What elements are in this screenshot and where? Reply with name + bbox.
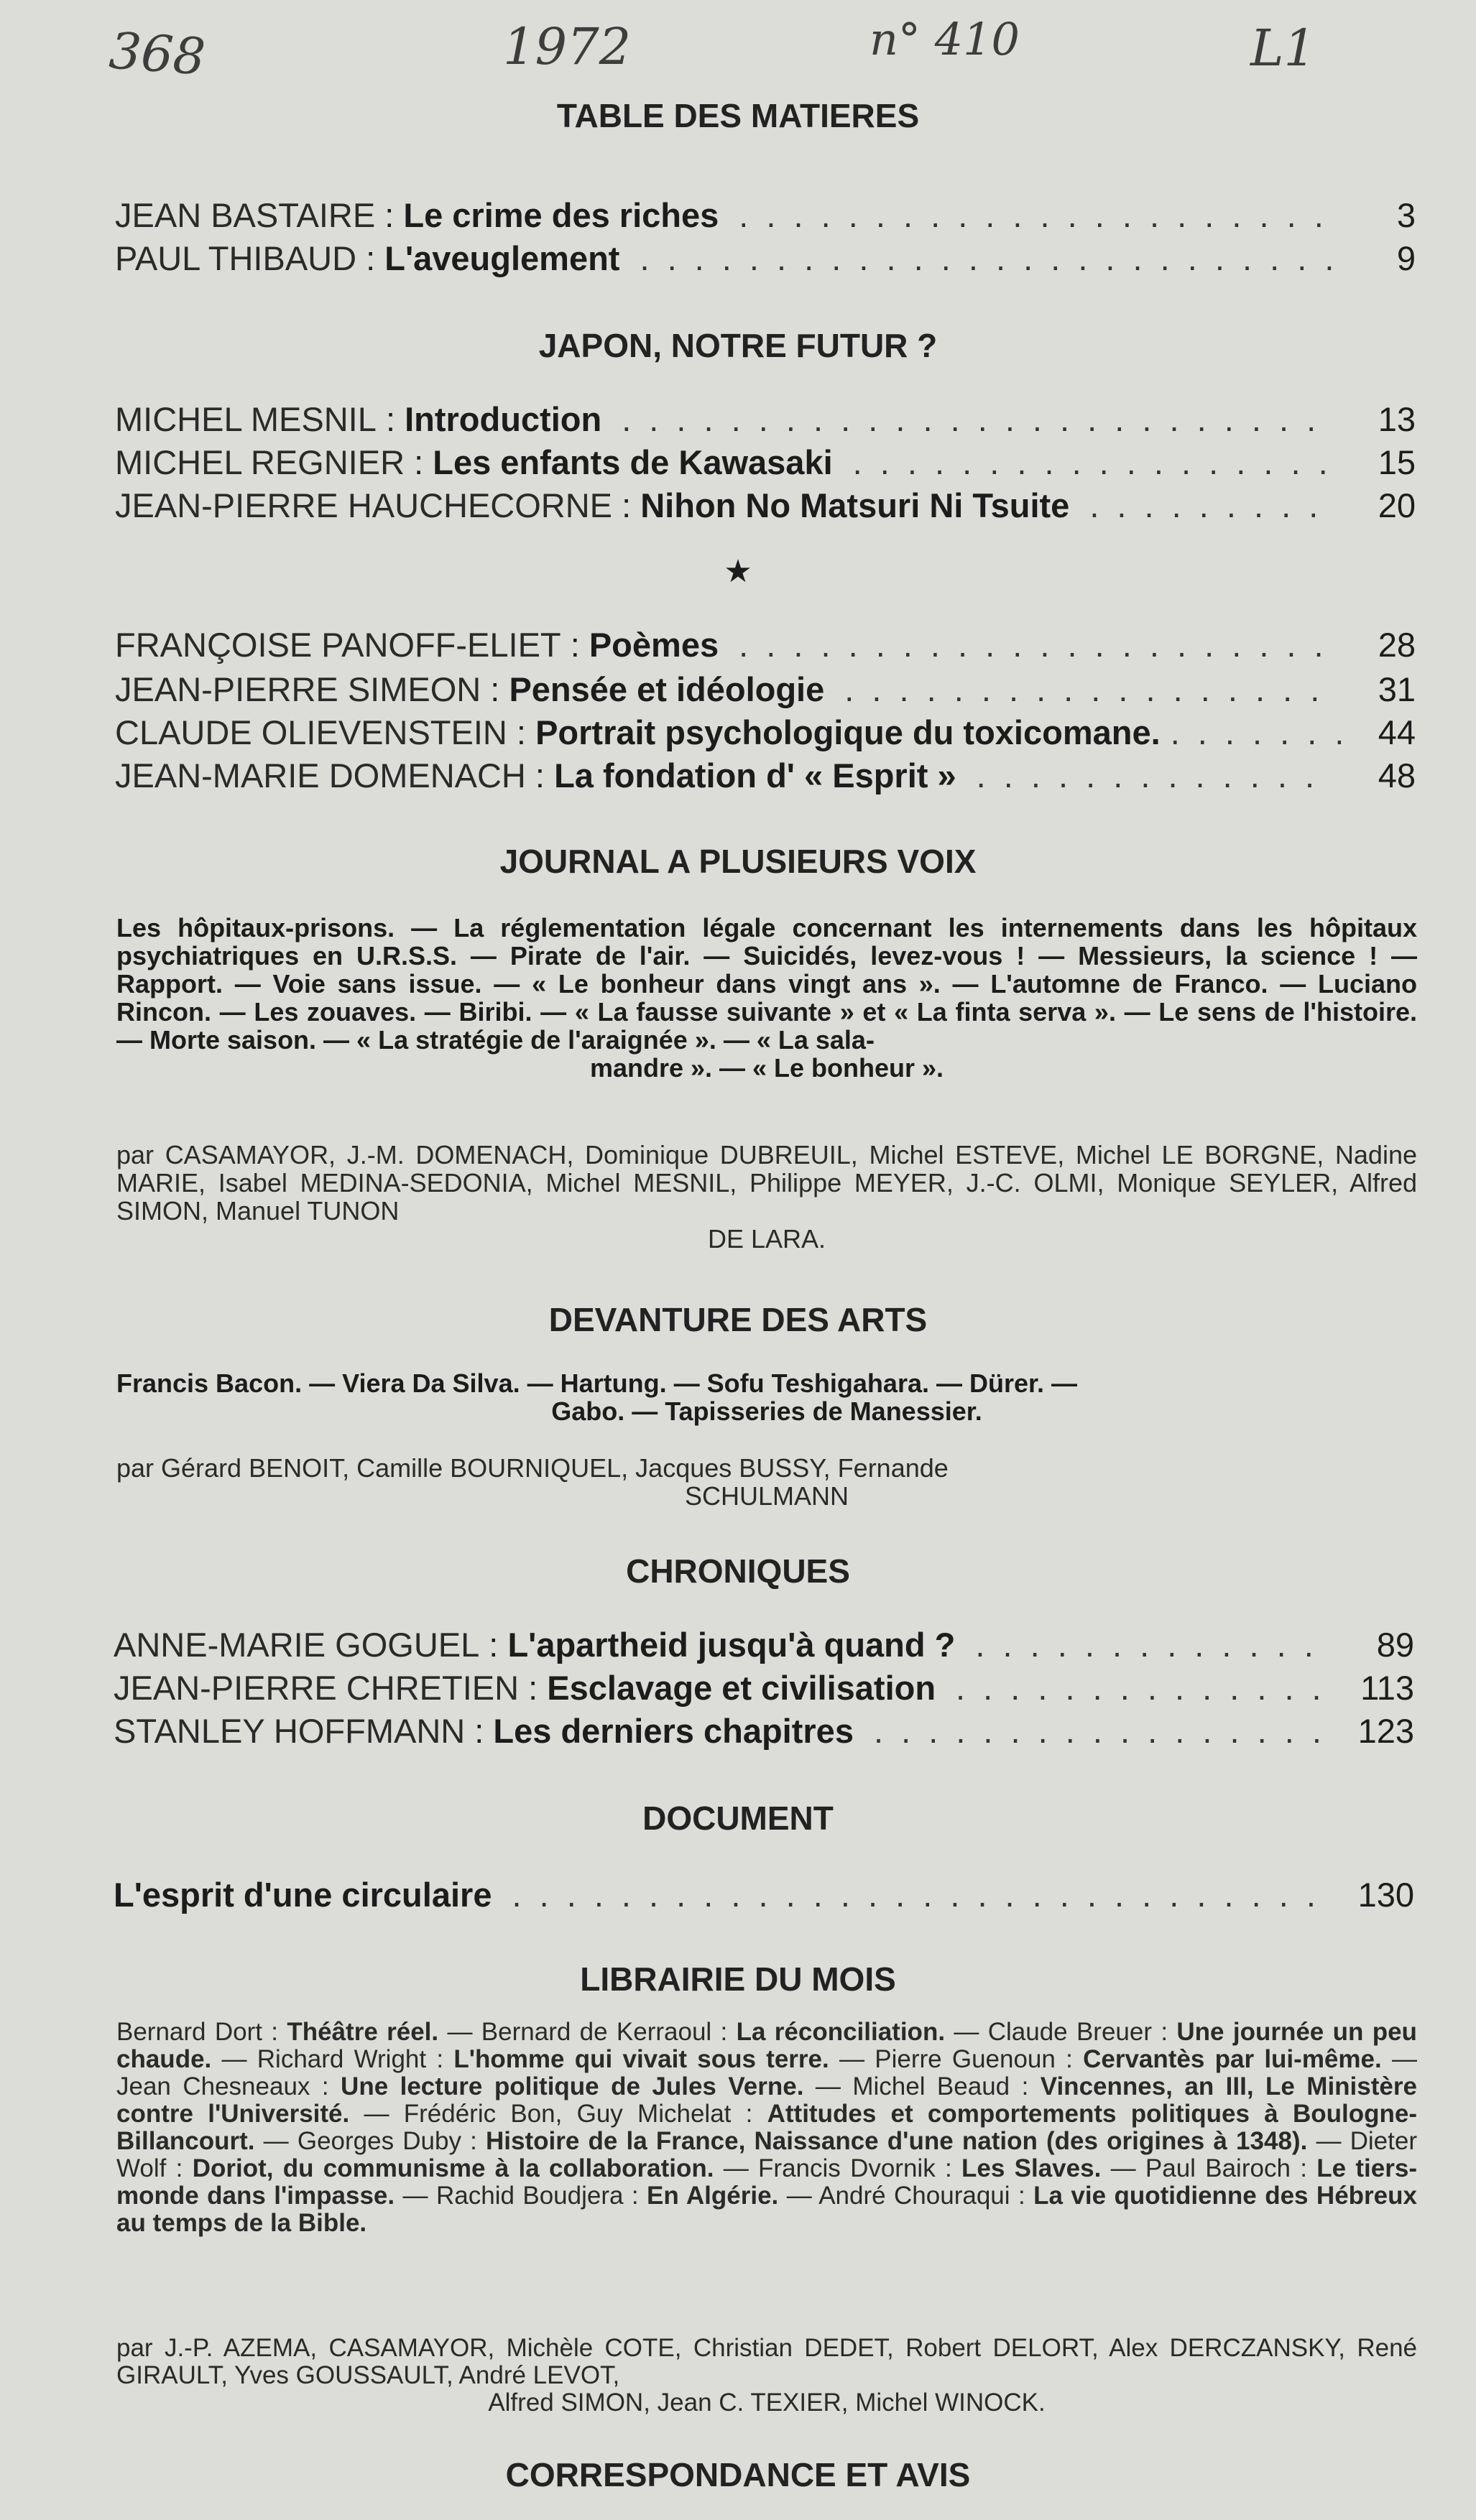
review-work: Une lecture politique de Jules Verne. <box>341 2072 804 2100</box>
toc-title: L'aveuglement <box>384 239 620 277</box>
review-item: Rachid Boudjera : En Algérie. <box>435 2182 779 2210</box>
toc-leader <box>1171 713 1341 752</box>
review-work: En Algérie. <box>647 2182 779 2210</box>
review-author: Claude Breuer <box>987 2018 1153 2046</box>
review-work: La vie quotidienne des Hébreux au temps de la Bible. <box>116 2182 1417 2237</box>
toc-entry: STANLEY HOFFMANN : Les derniers chapitres . . . 123 <box>114 1711 1414 1751</box>
journal-topics <box>116 914 1417 1082</box>
toc-page-number: 3 <box>1396 196 1416 234</box>
review-item: Claude Breuer : Une journée un peu chaude. <box>116 2018 1417 2073</box>
page-title: TABLE DES MATIERES <box>556 97 920 134</box>
toc-leader <box>512 1875 1334 1914</box>
toc-entry: JEAN-MARIE DOMENACH : La fondation d' « Esprit » . . . 48 <box>115 756 1416 795</box>
section-heading-librairie: LIBRAIRIE DU MOIS <box>580 1960 896 1998</box>
section-heading-chroniques: CHRONIQUES <box>626 1552 850 1590</box>
toc-title: Les derniers chapitres <box>493 1712 854 1750</box>
librairie-reviews: Bernard Dort : Théâtre réel. — Bernard de Kerraoul : La réconciliation. — Claude Breuer : Une journée un peu chaude. — Richard Wright : L'homme qui vivait sous terre. — Pierre Guenoun : Cervantès par lui-même. — Jean Chesneaux : Une lecture politique de Jules Verne. — Michel Beaud : Vincennes, an III, Le Ministère contre l'Université. — Frédéric Bon, Guy Michelat : Attitudes et comportements politiques à Boulogne-Billancourt. — Georges Duby : Histoire de la France, Naissance d'une nation (des origines à 1348). — Dieter Wolf : Doriot, du communisme à la collaboration. — Francis Dvornik : Les Slaves. — Paul Bairoch : Le tiers-monde dans l'impasse. — Rachid Boudjera : En Algérie. — André Chouraqui : La vie quotidienne des Hébreux au temps de la Bible. <box>116 2018 1417 2237</box>
review-item: Richard Wright : L'homme qui vivait sous terre. <box>257 2045 829 2073</box>
section-heading-arts: DEVANTURE DES ARTS <box>548 1301 928 1338</box>
librairie-contributors <box>116 2335 1417 2417</box>
toc-page-number: 44 <box>1378 713 1416 751</box>
toc-title: Les enfants de Kawasaki <box>433 443 833 481</box>
toc-author: PAUL THIBAUD <box>115 239 357 277</box>
toc-title: Esclavage et civilisation <box>547 1669 936 1707</box>
toc-title: La fondation d' « Esprit » <box>554 756 956 795</box>
toc-entry: PAUL THIBAUD : L'aveuglement . . . 9 <box>115 238 1416 278</box>
toc-author: JEAN-PIERRE HAUCHECORNE <box>115 486 613 524</box>
toc-entry: ANNE-MARIE GOGUEL : L'apartheid jusqu'à quand ? . . . 89 <box>114 1625 1414 1664</box>
toc-page-number: 123 <box>1357 1712 1414 1750</box>
toc-title: Nihon No Matsuri Ni Tsuite <box>640 486 1070 524</box>
handwritten-year: 1972 <box>503 17 632 76</box>
toc-entry: FRANÇOISE PANOFF-ELIET : Poèmes . . . 28 <box>115 625 1416 664</box>
review-work: Histoire de la France, Naissance d'une nation (des origines à 1348). <box>486 2127 1308 2155</box>
journal-contributors <box>116 1141 1417 1253</box>
section-heading-journal: JOURNAL A PLUSIEURS VOIX <box>499 843 977 880</box>
review-author: Richard Wright <box>257 2045 427 2073</box>
toc-title: Introduction <box>405 400 602 438</box>
toc-title: Portrait psychologique du toxicomane. <box>535 713 1161 751</box>
toc-author: JEAN BASTAIRE <box>115 196 376 234</box>
toc-leader <box>622 399 1335 439</box>
toc-author: FRANÇOISE PANOFF-ELIET <box>115 626 561 664</box>
review-work: Doriot, du communisme à la collaboration. <box>192 2154 714 2182</box>
review-work: Théâtre réel. <box>287 2018 439 2046</box>
review-work: Les Slaves. <box>961 2154 1102 2182</box>
toc-page-number: 9 <box>1396 239 1416 277</box>
review-item: Francis Dvornik : Les Slaves. <box>758 2154 1102 2182</box>
toc-entry: MICHEL REGNIER : Les enfants de Kawasaki . . . 15 <box>115 443 1416 482</box>
review-work: L'homme qui vivait sous terre. <box>453 2045 829 2073</box>
toc-entry: JEAN-PIERRE CHRETIEN : Esclavage et civilisation . . . 113 <box>114 1668 1414 1708</box>
toc-author: CLAUDE OLIEVENSTEIN <box>115 713 507 751</box>
review-author: André Chouraqui <box>818 2182 1010 2210</box>
review-work: La réconciliation. <box>736 2018 946 2046</box>
review-author: Paul Bairoch <box>1145 2154 1291 2182</box>
review-author: Pierre Guenoun <box>875 2045 1056 2073</box>
toc-page-number: 48 <box>1378 756 1416 795</box>
review-work: Le tiers-monde dans l'impasse. <box>116 2154 1417 2210</box>
toc-title: Le crime des riches <box>403 196 719 234</box>
review-item: Michel Beaud : Vincennes, an III, Le Ministère contre l'Université. <box>116 2072 1417 2128</box>
arts-topics-tail: Gabo. — Tapisseries de Manessier. <box>551 1396 982 1426</box>
toc-leader <box>874 1711 1334 1751</box>
toc-leader <box>739 195 1335 235</box>
toc-leader <box>844 670 1335 709</box>
review-item: Paul Bairoch : Le tiers-monde dans l'impasse. <box>116 2154 1417 2210</box>
review-work: Attitudes et comportements politiques à Boulogne-Billancourt. <box>116 2100 1417 2155</box>
review-item: Bernard de Kerraoul : La réconciliation. <box>481 2018 946 2046</box>
toc-leader <box>975 1625 1334 1664</box>
review-author: Bernard Dort <box>116 2018 262 2046</box>
review-item: André Chouraqui : La vie quotidienne des Hébreux au temps de la Bible. <box>116 2182 1417 2237</box>
toc-entry: JEAN-PIERRE HAUCHECORNE : Nihon No Matsuri Ni Tsuite . . . 20 <box>115 486 1416 525</box>
librairie-contributors-text: par J.-P. AZEMA, CASAMAYOR, Michèle COTE, Christian DEDET, Robert DELORT, Alex DERCZANSKY, René GIRAULT, Yves GOUSSAULT, André LEVOT, <box>116 2334 1417 2389</box>
toc-page-number: 31 <box>1378 670 1416 708</box>
handwritten-page-ref: 368 <box>107 21 208 87</box>
toc-leader <box>977 756 1335 795</box>
review-item: Dieter Wolf : Doriot, du communisme à la collaboration. <box>116 2127 1417 2182</box>
review-item: Bernard Dort : Théâtre réel. <box>116 2018 439 2046</box>
librairie-contributors-tail: Alfred SIMON, Jean C. TEXIER, Michel WINOCK. <box>488 2389 1046 2417</box>
toc-leader <box>853 443 1335 482</box>
toc-title: L'apartheid jusqu'à quand ? <box>507 1626 956 1664</box>
review-author: Bernard de Kerraoul <box>481 2018 712 2046</box>
handwritten-shelf-mark: L1 <box>1250 19 1316 78</box>
review-author: Francis Dvornik <box>758 2154 936 2182</box>
toc-page-number: 15 <box>1378 443 1416 481</box>
arts-topics <box>116 1369 1417 1425</box>
arts-contributors-tail: SCHULMANN <box>684 1481 849 1511</box>
toc-author: MICHEL MESNIL <box>115 400 377 438</box>
toc-author: MICHEL REGNIER <box>115 443 405 481</box>
arts-contributors-text: par Gérard BENOIT, Camille BOURNIQUEL, Jacques BUSSY, Fernande <box>116 1453 949 1483</box>
toc-title: L'esprit d'une circulaire <box>114 1876 492 1914</box>
handwritten-issue: n° 410 <box>870 13 1020 65</box>
review-work: Cervantès par lui-même. <box>1083 2045 1382 2073</box>
review-author: Dieter Wolf <box>116 2127 1417 2182</box>
review-item: Frédéric Bon, Guy Michelat : Attitudes et comportements politiques à Boulogne-Billancourt. <box>116 2100 1417 2155</box>
toc-page-number: 20 <box>1378 486 1416 524</box>
toc-entry: JEAN BASTAIRE : Le crime des riches . . . 3 <box>115 195 1416 235</box>
toc-leader <box>1089 486 1335 525</box>
journal-topics-tail: mandre ». — « Le bonheur ». <box>589 1053 944 1083</box>
toc-author: JEAN-PIERRE CHRETIEN <box>114 1669 520 1707</box>
review-work: Une journée un peu chaude. <box>116 2018 1417 2073</box>
review-author: Georges Duby <box>297 2127 461 2155</box>
section-heading-document: DOCUMENT <box>642 1799 834 1837</box>
section-heading-correspondance: CORRESPONDANCE ET AVIS <box>505 2456 971 2493</box>
toc-page-number: 13 <box>1378 400 1416 438</box>
toc-author: JEAN-MARIE DOMENACH <box>115 756 526 795</box>
toc-author: JEAN-PIERRE SIMEON <box>115 670 481 708</box>
toc-page-number: 113 <box>1360 1669 1414 1707</box>
toc-entry: CLAUDE OLIEVENSTEIN : Portrait psychologique du toxicomane. . . . 44 <box>115 713 1416 752</box>
toc-entry <box>114 1875 1414 1914</box>
toc-leader <box>739 625 1335 664</box>
star-separator-icon: ★ <box>724 554 752 589</box>
review-item: Georges Duby : Histoire de la France, Naissance d'une nation (des origines à 1348). <box>297 2127 1308 2155</box>
review-author: Frédéric Bon, Guy Michelat <box>403 2100 732 2128</box>
journal-topics-text: Les hôpitaux-prisons. — La réglementation légale concernant les internements dans les hôpitaux psychiatriques en U.R.S.S. — Pirate de l'air. — Suicidés, levez-vous ! — Messieurs, la science ! — Rapport. — Voie sans issue. — « Le bonheur dans vingt ans ». — L'automne de Franco. — Luciano Rincon. — Les zouaves. — Biribi. — « La fausse suivante » et « La finta serva ». — Le sens de l'histoire. — Morte saison. — « La stratégie de l'araignée ». — « La sala- <box>116 913 1417 1055</box>
review-item: Jean Chesneaux : Une lecture politique de Jules Verne. <box>116 2072 804 2100</box>
journal-contributors-tail: DE LARA. <box>707 1224 826 1254</box>
toc-author: STANLEY HOFFMANN <box>114 1712 466 1750</box>
toc-page-number: 89 <box>1376 1626 1414 1664</box>
toc-entry: MICHEL MESNIL : Introduction . . . 13 <box>115 399 1416 439</box>
review-author: Michel Beaud <box>852 2072 1010 2100</box>
review-item: Pierre Guenoun : Cervantès par lui-même. <box>875 2045 1382 2073</box>
review-author: Jean Chesneaux <box>116 2072 310 2100</box>
toc-leader <box>956 1668 1334 1708</box>
toc-title: Pensée et idéologie <box>509 670 825 708</box>
arts-contributors <box>116 1454 1417 1510</box>
review-author: Rachid Boudjera <box>435 2182 624 2210</box>
section-heading-japon: JAPON, NOTRE FUTUR ? <box>538 327 938 364</box>
arts-topics-text: Francis Bacon. — Viera Da Silva. — Hartung. — Sofu Teshigahara. — Dürer. — <box>116 1368 1078 1398</box>
toc-page-number: 130 <box>1357 1876 1414 1914</box>
review-work: Vincennes, an III, Le Ministère contre l'Université. <box>116 2072 1417 2128</box>
toc-author: ANNE-MARIE GOGUEL <box>114 1626 480 1664</box>
toc-title: Poèmes <box>589 626 719 664</box>
toc-page-number: 28 <box>1378 626 1416 664</box>
toc-entry: JEAN-PIERRE SIMEON : Pensée et idéologie . . . 31 <box>115 670 1416 709</box>
journal-contributors-text: par CASAMAYOR, J.-M. DOMENACH, Dominique DUBREUIL, Michel ESTEVE, Michel LE BORGNE, Nadine MARIE, Isabel MEDINA-SEDONIA, Michel MESNIL, Philippe MEYER, J.-C. OLMI, Monique SEYLER, Alfred SIMON, Manuel TUNON <box>116 1140 1417 1226</box>
toc-leader <box>640 238 1335 278</box>
